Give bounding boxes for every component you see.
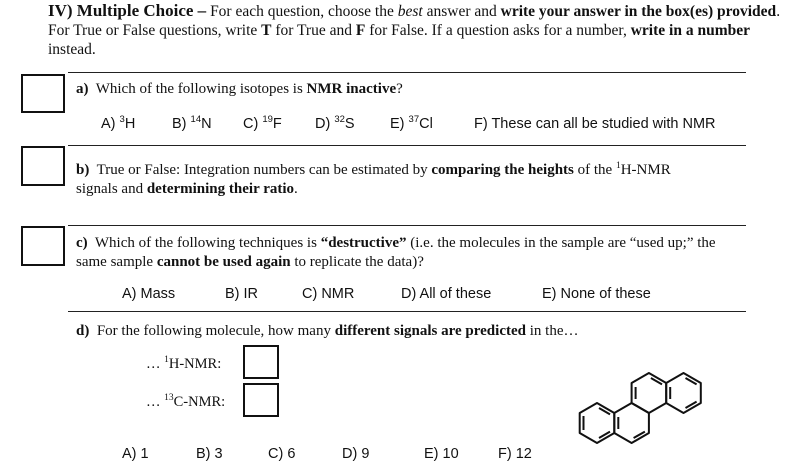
divider-d: [68, 311, 746, 312]
option-c-D: D) All of these: [401, 286, 492, 302]
divider-a: [68, 72, 746, 73]
question-a: a) Which of the following isotopes is NMR inactive?: [76, 81, 403, 97]
option-d-A: A) 1: [122, 446, 149, 462]
option-a-D: D) $^{32}$S: [315, 114, 355, 132]
option-a-F: F) These can all be studied with NMR: [474, 116, 716, 132]
divider-b: [68, 145, 746, 146]
option-a-B: B) $^{14}$N: [172, 114, 212, 132]
answer-box-c[interactable]: [21, 226, 65, 266]
divider-c: [68, 225, 746, 226]
ring-1: [580, 403, 615, 443]
c-nmr-answer-box[interactable]: [243, 383, 279, 417]
c-nmr-label: … $^{13}$C-NMR:: [146, 393, 226, 410]
option-d-F: F) 12: [498, 446, 532, 462]
option-d-B: B) 3: [196, 446, 223, 462]
option-a-C: C) $^{19}$F: [243, 114, 282, 132]
question-c: c) Which of the following techniques is “destructive” (i.e. the molecules in the sample are “used up;” the same sample cannot be used again to replicate the data)?: [76, 235, 716, 270]
option-a-E: E) $^{37}$Cl: [390, 114, 433, 132]
option-d-D: D) 9: [342, 446, 370, 462]
ring-3: [632, 373, 667, 413]
question-d: d) For the following molecule, how many different signals are predicted in the…: [76, 323, 579, 339]
option-d-E: E) 10: [424, 446, 459, 462]
h-nmr-label: … $^1$H-NMR:: [146, 355, 222, 372]
question-b: b) True or False: Integration numbers can be estimated by comparing the heights of the $^1$H-NMR signals and determining their ratio.: [76, 161, 671, 197]
answer-box-a[interactable]: [21, 74, 65, 113]
ring-4: [666, 373, 701, 413]
option-d-C: C) 6: [268, 446, 296, 462]
h-nmr-answer-box[interactable]: [243, 345, 279, 379]
section-title: IV) Multiple Choice –: [48, 1, 207, 20]
chrysene-structure: [548, 340, 718, 468]
option-c-C: C) NMR: [302, 286, 355, 302]
option-c-B: B) IR: [225, 286, 259, 302]
option-c-A: A) Mass: [122, 286, 176, 302]
option-c-E: E) None of these: [542, 286, 651, 302]
answer-box-b[interactable]: [21, 146, 65, 186]
option-a-A: A) $^3$H: [101, 114, 136, 132]
instructions: IV) Multiple Choice – For each question, choose the best answer and write your answer in the box(es) provided. For True or False questions, write T for True and F for False. If a question asks for a number, write in a number instead.: [48, 1, 781, 58]
